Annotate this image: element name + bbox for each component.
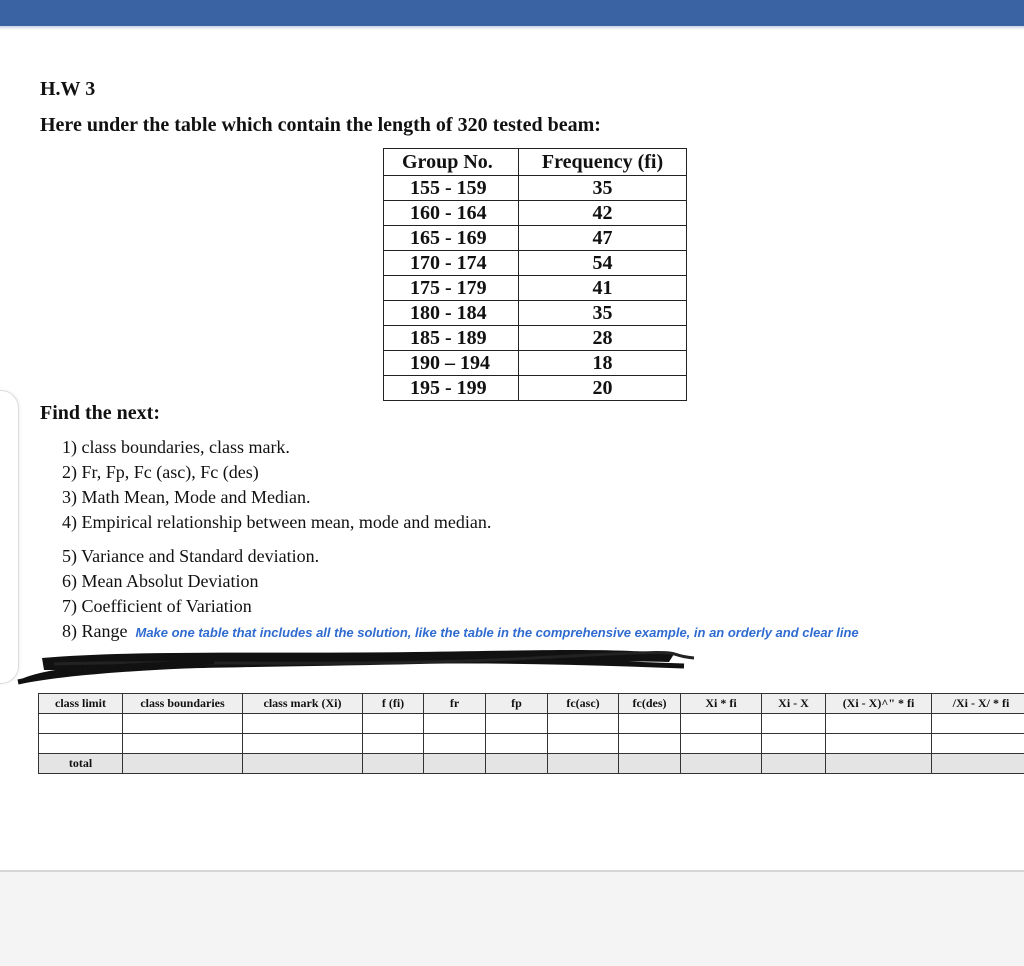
col-fc-des: fc(des) bbox=[619, 694, 681, 714]
col-class-boundaries: class boundaries bbox=[123, 694, 243, 714]
empty-cell bbox=[424, 734, 486, 754]
empty-cell bbox=[681, 734, 762, 754]
frequency-cell: 18 bbox=[519, 351, 687, 376]
table-row bbox=[384, 176, 687, 201]
bottom-panel bbox=[0, 870, 1024, 966]
frequency-cell: 20 bbox=[519, 376, 687, 401]
table-row bbox=[384, 276, 687, 301]
group-cell: 180 - 184 bbox=[384, 301, 519, 326]
empty-cell bbox=[762, 714, 826, 734]
empty-cell bbox=[826, 734, 932, 754]
total-label: total bbox=[39, 754, 123, 774]
empty-cell bbox=[363, 734, 424, 754]
table-row bbox=[384, 351, 687, 376]
total-row bbox=[39, 754, 1024, 774]
empty-cell bbox=[826, 754, 932, 774]
col-frequency: f (fi) bbox=[363, 694, 424, 714]
task-item: 2) Fr, Fp, Fc (asc), Fc (des) bbox=[62, 460, 859, 485]
find-heading: Find the next: bbox=[40, 402, 160, 425]
empty-cell bbox=[762, 734, 826, 754]
table-row bbox=[384, 376, 687, 401]
empty-cell bbox=[243, 734, 363, 754]
empty-cell bbox=[548, 754, 619, 774]
group-cell: 175 - 179 bbox=[384, 276, 519, 301]
empty-cell bbox=[363, 754, 424, 774]
frequency-cell: 42 bbox=[519, 201, 687, 226]
group-cell: 190 – 194 bbox=[384, 351, 519, 376]
table-row bbox=[384, 201, 687, 226]
col-xi-fi: Xi * fi bbox=[681, 694, 762, 714]
col-class-mark: class mark (Xi) bbox=[243, 694, 363, 714]
table-row bbox=[384, 301, 687, 326]
intro-text: Here under the table which contain the length of 320 tested beam: bbox=[40, 114, 601, 137]
frequency-table bbox=[383, 148, 687, 401]
col-class-limit: class limit bbox=[39, 694, 123, 714]
empty-cell bbox=[243, 714, 363, 734]
empty-cell bbox=[123, 734, 243, 754]
table-row bbox=[384, 251, 687, 276]
col-squared-dev-fi: (Xi - X)^" * fi bbox=[826, 694, 932, 714]
task-item: 3) Math Mean, Mode and Median. bbox=[62, 485, 859, 510]
redaction-scribble bbox=[14, 640, 704, 690]
empty-cell bbox=[363, 714, 424, 734]
group-cell: 185 - 189 bbox=[384, 326, 519, 351]
empty-cell bbox=[486, 734, 548, 754]
homework-title: H.W 3 bbox=[40, 78, 95, 101]
task-item: 4) Empirical relationship between mean, mode and median. bbox=[62, 510, 859, 535]
frequency-cell: 54 bbox=[519, 251, 687, 276]
empty-cell bbox=[243, 754, 363, 774]
empty-cell bbox=[681, 754, 762, 774]
frequency-cell: 35 bbox=[519, 301, 687, 326]
empty-cell bbox=[39, 714, 123, 734]
table-row bbox=[39, 734, 1024, 754]
frequency-table-header bbox=[384, 149, 687, 176]
empty-cell bbox=[123, 754, 243, 774]
instruction-note: Make one table that includes all the solution, like the table in the comprehensive example, in an orderly and clear line bbox=[135, 625, 858, 640]
empty-cell bbox=[486, 714, 548, 734]
solution-table-header bbox=[39, 694, 1024, 714]
empty-cell bbox=[826, 714, 932, 734]
task-list bbox=[62, 435, 859, 644]
frequency-cell: 47 bbox=[519, 226, 687, 251]
task-item-label: 8) Range bbox=[62, 621, 127, 641]
col-fr: fr bbox=[424, 694, 486, 714]
col-fc-asc: fc(asc) bbox=[548, 694, 619, 714]
table-row bbox=[384, 226, 687, 251]
top-bar bbox=[0, 0, 1024, 26]
empty-cell bbox=[424, 714, 486, 734]
col-xi-minus-x: Xi - X bbox=[762, 694, 826, 714]
frequency-cell: 41 bbox=[519, 276, 687, 301]
task-item: 7) Coefficient of Variation bbox=[62, 594, 859, 619]
empty-cell bbox=[548, 734, 619, 754]
group-cell: 170 - 174 bbox=[384, 251, 519, 276]
empty-cell bbox=[619, 714, 681, 734]
empty-cell bbox=[681, 714, 762, 734]
empty-cell bbox=[123, 714, 243, 734]
header-frequency: Frequency (fi) bbox=[519, 149, 687, 176]
empty-cell bbox=[424, 754, 486, 774]
empty-cell bbox=[619, 754, 681, 774]
col-fp: fp bbox=[486, 694, 548, 714]
empty-cell bbox=[486, 754, 548, 774]
empty-cell bbox=[762, 754, 826, 774]
empty-cell bbox=[619, 734, 681, 754]
table-row bbox=[39, 714, 1024, 734]
task-item: 5) Variance and Standard deviation. bbox=[62, 544, 859, 569]
frequency-cell: 35 bbox=[519, 176, 687, 201]
group-cell: 195 - 199 bbox=[384, 376, 519, 401]
header-group-no: Group No. bbox=[384, 149, 519, 176]
empty-cell bbox=[39, 734, 123, 754]
top-bar-shadow bbox=[0, 26, 1024, 30]
group-cell: 160 - 164 bbox=[384, 201, 519, 226]
empty-cell bbox=[932, 734, 1024, 754]
solution-table bbox=[38, 693, 1024, 774]
group-cell: 165 - 169 bbox=[384, 226, 519, 251]
empty-cell bbox=[932, 754, 1024, 774]
col-abs-dev-fi: /Xi - X/ * fi bbox=[932, 694, 1024, 714]
empty-cell bbox=[932, 714, 1024, 734]
table-row bbox=[384, 326, 687, 351]
task-item: 6) Mean Absolut Deviation bbox=[62, 569, 859, 594]
task-item: 1) class boundaries, class mark. bbox=[62, 435, 859, 460]
empty-cell bbox=[548, 714, 619, 734]
group-cell: 155 - 159 bbox=[384, 176, 519, 201]
frequency-cell: 28 bbox=[519, 326, 687, 351]
